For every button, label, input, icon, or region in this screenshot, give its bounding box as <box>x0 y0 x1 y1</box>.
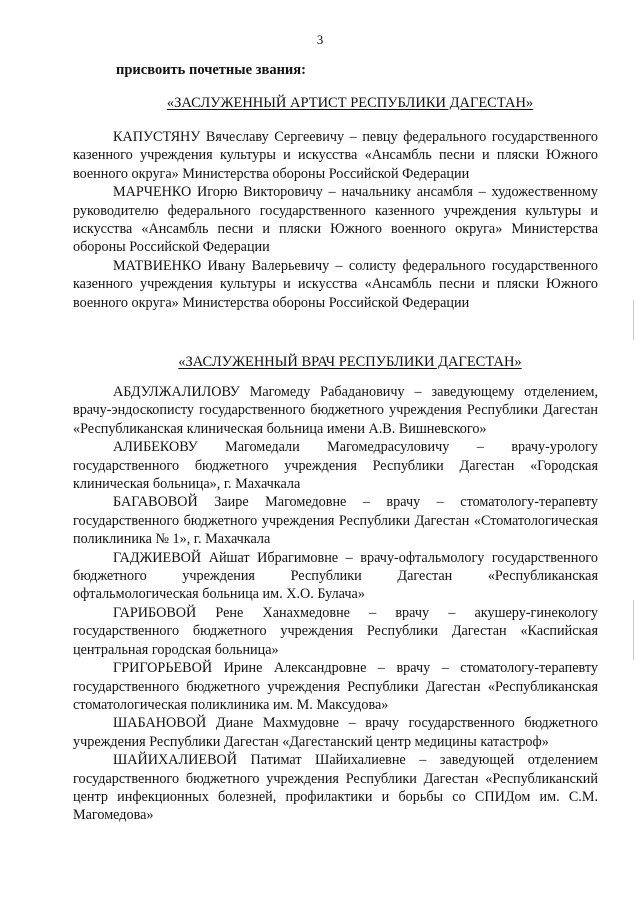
section-artist-list <box>73 128 598 312</box>
award-entry: ШАЙИХАЛИЕВОЙ Патимат Шайихалиевне – заведующей отделением государственного бюджетного учреждения Республики Дагестан «Республиканский центр инфекционных болезней, профилактики и борьбы со СПИДом им. С.М. Магомедова» <box>73 752 598 824</box>
award-entry: АЛИБЕКОВУ Магомедали Магомедрасуловичу – врачу-урологу государственного бюджетного учреждения Республики Дагестан «Городская клиническая больница», г. Махачкала <box>73 439 598 493</box>
award-entry: ШАБАНОВОЙ Диане Махмудовне – врачу государственного бюджетного учреждения Республики Дагестан «Дагестанский центр медицины катастроф» <box>73 715 598 750</box>
award-entry: КАПУСТЯНУ Вячеславу Сергеевичу – певцу федерального государственного казенного учреждения культуры и искусства «Ансамбль песни и пляски Южного военного округа» Министерства обороны Российской Федерации <box>73 129 598 182</box>
award-entry: МАТВИЕНКО Ивану Валерьевичу – солисту федерального государственного казенного учреждения культуры и искусства «Ансамбль песни и пляски Южного военного округа» Министерства обороны Российской Федерации <box>73 257 598 311</box>
award-entry: ГРИГОРЬЕВОЙ Ирине Александровне – врачу – стоматологу-терапевту государственного бюджетного учреждения Республики Дагестан «Республиканская стоматологическая поликлиника им. М. Максудова» <box>73 660 598 713</box>
award-entry: МАРЧЕНКО Игорю Викторовичу – начальнику ансамбля – художественному руководителю федерального государственного казенного учреждения культуры и искусства «Ансамбль песни и пляски Южного военного округа» Министерства обороны Российской Федерации <box>73 184 598 256</box>
award-entry: АБДУЛЖАЛИЛОВУ Магомеду Рабадановичу – заведующему отделением, врачу-эндоскописту государственного бюджетного учреждения Республики Дагестан «Республиканская клиническая больница имени А.В. Вишневского» <box>73 384 598 437</box>
scan-artifact <box>633 600 634 660</box>
award-entry: ГАДЖИЕВОЙ Айшат Ибрагимовне – врачу-офтальмологу государственного бюджетного учреждения Республики Дагестан «Республиканская офтальмологическая больница им. Х.О. Булача» <box>73 549 598 603</box>
section-title-artist: «ЗАСЛУЖЕННЫЙ АРТИСТ РЕСПУБЛИКИ ДАГЕСТАН» <box>166 95 534 111</box>
scan-artifact <box>633 300 634 340</box>
award-entry: ГАРИБОВОЙ Рене Ханахмедовне – врачу – акушеру-гинекологу государственного бюджетного учреждения Республики Дагестан «Каспийская центральная городская больница» <box>73 604 598 658</box>
page-number: 3 <box>316 32 324 47</box>
intro-heading: присвоить почетные звания: <box>116 62 306 78</box>
section-doctor-list <box>73 383 598 825</box>
award-entry: БАГАВОВОЙ Заире Магомедовне – врачу – стоматологу-терапевту государственного бюджетного учреждения Республики Дагестан «Стоматологическая поликлиника № 1», г. Махачкала <box>73 494 598 548</box>
section-title-doctor: «ЗАСЛУЖЕННЫЙ ВРАЧ РЕСПУБЛИКИ ДАГЕСТАН» <box>178 354 522 370</box>
